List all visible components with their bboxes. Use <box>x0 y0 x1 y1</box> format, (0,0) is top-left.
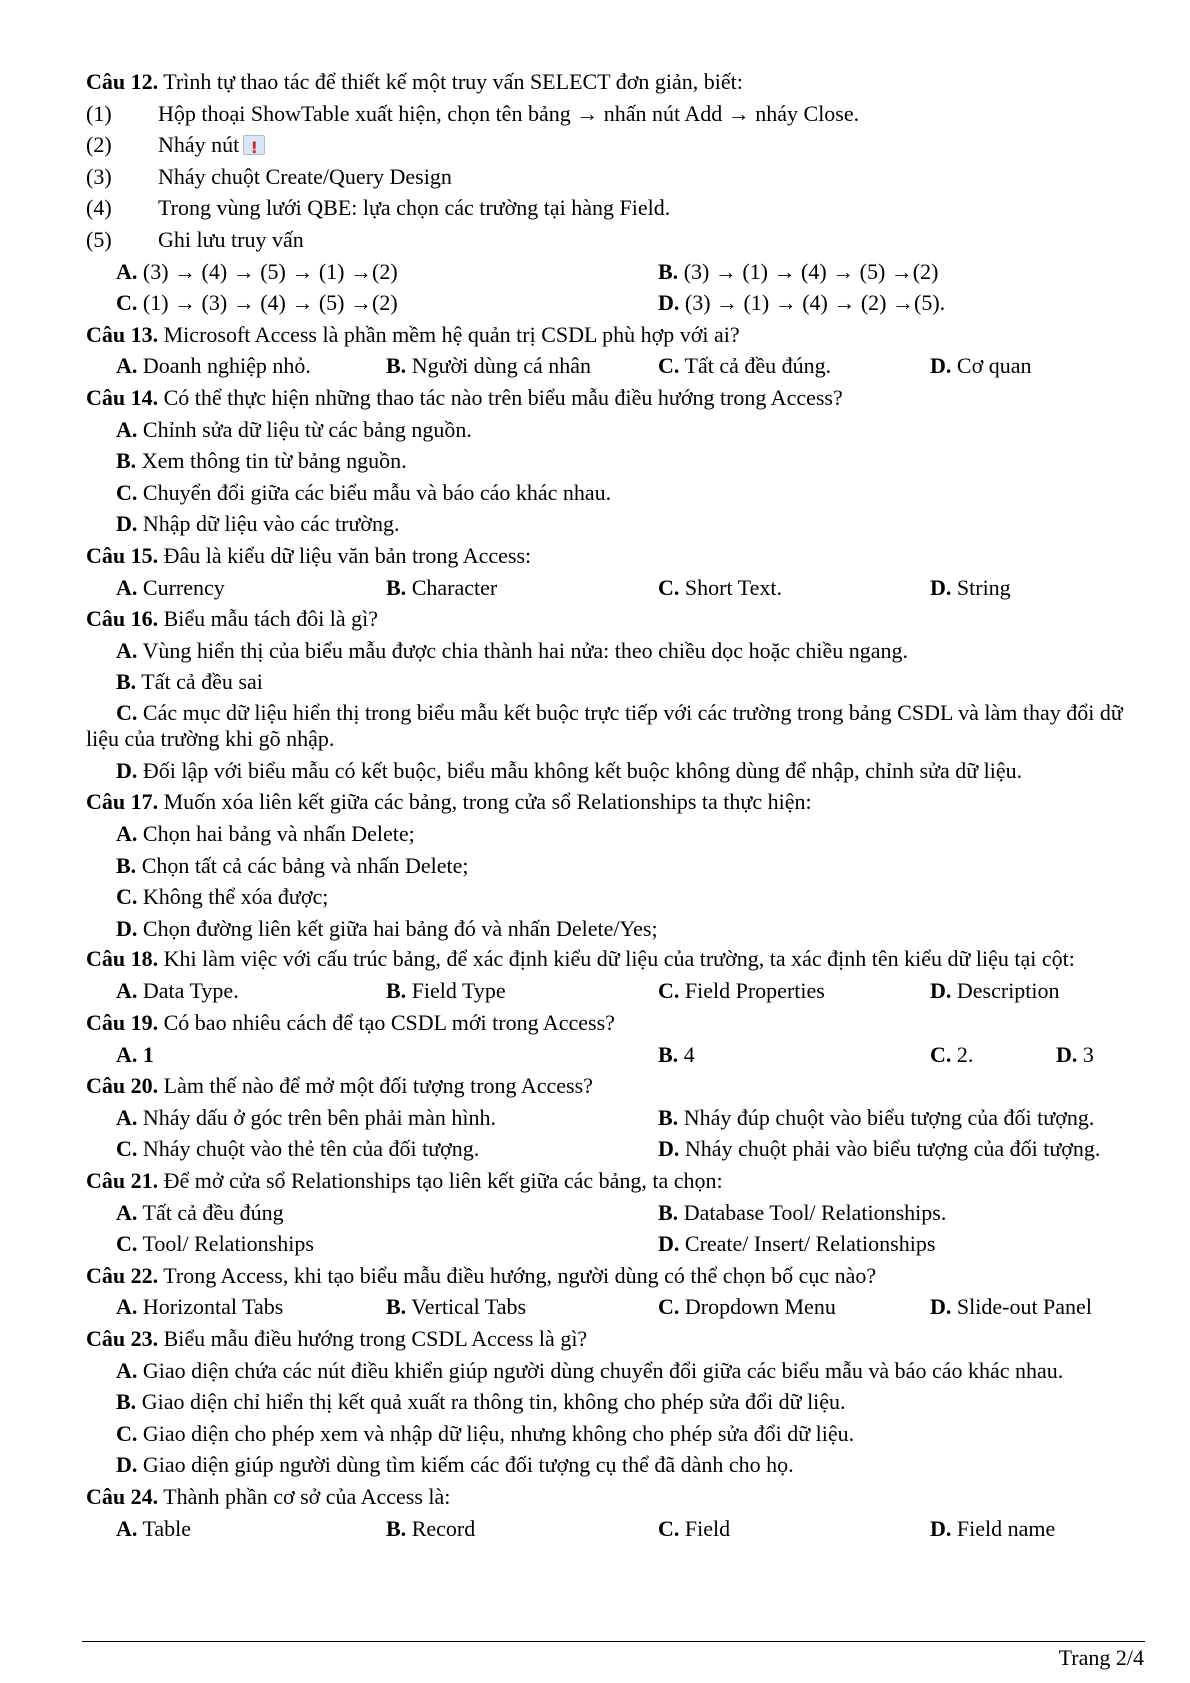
q17-option-b: B. Chọn tất cả các bảng và nhấn Delete; <box>116 852 469 878</box>
page-number: Trang 2/4 <box>1058 1645 1144 1670</box>
q13-options <box>86 350 1146 382</box>
q12-option-a: A. (3) → (4) → (5) → (1) →(2) <box>116 258 398 284</box>
q21-options-row-2 <box>86 1228 1146 1260</box>
q12-step-3: (3) Nháy chuột Create/Query Design <box>86 163 452 189</box>
q24-option-c: C. Field <box>658 1515 731 1541</box>
q18-option-a: A. Data Type. <box>116 978 239 1004</box>
question-17: Câu 17. Muốn xóa liên kết giữa các bảng, trong cửa sổ Relationships ta thực hiện: <box>86 789 812 815</box>
q14-option-b: B. Xem thông tin từ bảng nguồn. <box>116 448 407 474</box>
q24-options <box>86 1513 1146 1545</box>
question-18: Câu 18. Khi làm việc với cấu trúc bảng, để xác định kiểu dữ liệu của trường, ta xác định tên kiểu dữ liệu tại cột: <box>86 946 1075 972</box>
q12-options-row-1 <box>86 256 1146 288</box>
q19-option-d: D. 3 <box>1056 1041 1094 1067</box>
q23-option-d: D. Giao diện giúp người dùng tìm kiếm các đối tượng cụ thể đã dành cho họ. <box>116 1452 794 1478</box>
q23-option-a: A. Giao diện chứa các nút điều khiển giúp người dùng chuyển đổi giữa các biểu mẫu và báo cáo khác nhau. <box>116 1357 1064 1383</box>
q17-option-a: A. Chọn hai bảng và nhấn Delete; <box>116 821 415 847</box>
q22-options <box>86 1291 1146 1323</box>
q24-option-b: B. Record <box>386 1515 476 1541</box>
q16-option-d: D. Đối lập với biểu mẫu có kết buộc, biểu mẫu không kết buộc không dùng để nhập, chỉnh sửa dữ liệu. <box>116 757 1023 783</box>
q13-option-a: A. Doanh nghiệp nhỏ. <box>116 353 311 379</box>
q16-option-b: B. Tất cả đều sai <box>116 669 263 695</box>
q12-step-1: (1) Hộp thoại ShowTable xuất hiện, chọn tên bảng → nhấn nút Add → nháy Close. <box>86 100 860 126</box>
q12-option-b: B. (3) → (1) → (4) → (5) →(2) <box>658 258 939 284</box>
q23-option-c: C. Giao diện cho phép xem và nhập dữ liệu, nhưng không cho phép sửa đổi dữ liệu. <box>116 1420 855 1446</box>
q20-options-row-2 <box>86 1133 1146 1165</box>
q14-option-d: D. Nhập dữ liệu vào các trường. <box>116 511 400 537</box>
question-21: Câu 21. Để mở cửa sổ Relationships tạo liên kết giữa các bảng, ta chọn: <box>86 1168 723 1193</box>
question-24: Câu 24. Thành phần cơ sở của Access là: <box>86 1483 451 1509</box>
q19-options <box>86 1039 1146 1071</box>
question-22: Câu 22. Trong Access, khi tạo biểu mẫu điều hướng, người dùng có thể chọn bố cục nào? <box>86 1262 877 1288</box>
q18-option-c: C. Field Properties <box>658 978 825 1004</box>
q15-option-b: B. Character <box>386 574 498 600</box>
q20-options-row-1 <box>86 1102 1146 1134</box>
exam-page <box>86 66 1146 1544</box>
q12-step-2: (2) Nháy nút! <box>86 129 1146 161</box>
question-15: Câu 15. Đâu là kiểu dữ liệu văn bản trong Access: <box>86 542 532 568</box>
q24-option-a: A. Table <box>116 1515 192 1541</box>
q22-option-d: D. Slide-out Panel <box>930 1294 1092 1320</box>
q19-option-b: B. 4 <box>658 1041 695 1067</box>
q16-option-a: A. Vùng hiển thị của biểu mẫu được chia thành hai nửa: theo chiều dọc hoặc chiều ngang. <box>116 637 909 663</box>
q15-options <box>86 572 1146 604</box>
q22-option-b: B. Vertical Tabs <box>386 1294 527 1320</box>
q16-option-c: C. Các mục dữ liệu hiển thị trong biểu mẫu kết buộc trực tiếp với các trường trong bảng CSDL và làm thay đổi dữ liệu của trường khi gõ nhập. <box>86 699 1123 751</box>
footer-divider <box>82 1641 1145 1642</box>
q13-option-c: C. Tất cả đều đúng. <box>658 353 832 379</box>
q21-options-row-1 <box>86 1197 1146 1229</box>
q19-option-a: A. 1 <box>116 1041 154 1067</box>
q20-option-a: A. Nháy dấu ở góc trên bên phải màn hình. <box>116 1104 497 1130</box>
q24-option-d: D. Field name <box>930 1515 1056 1541</box>
question-13: Câu 13. Microsoft Access là phần mềm hệ quản trị CSDL phù hợp với ai? <box>86 321 740 347</box>
q20-option-c: C. Nháy chuột vào thẻ tên của đối tượng. <box>116 1136 480 1162</box>
q13-option-b: B. Người dùng cá nhân <box>386 353 592 379</box>
q12-options-row-2 <box>86 287 1146 319</box>
q21-option-d: D. Create/ Insert/ Relationships <box>658 1231 936 1257</box>
q12-option-c: C. (1) → (3) → (4) → (5) →(2) <box>116 290 398 316</box>
question-23: Câu 23. Biểu mẫu điều hướng trong CSDL Access là gì? <box>86 1325 588 1351</box>
question-14: Câu 14. Có thể thực hiện những thao tác nào trên biểu mẫu điều hướng trong Access? <box>86 384 843 410</box>
q21-option-b: B. Database Tool/ Relationships. <box>658 1199 947 1225</box>
q19-option-c: C. 2. <box>930 1041 974 1067</box>
question-19: Câu 19. Có bao nhiêu cách để tạo CSDL mới trong Access? <box>86 1010 615 1036</box>
q21-option-c: C. Tool/ Relationships <box>116 1231 314 1257</box>
q14-option-c: C. Chuyển đổi giữa các biểu mẫu và báo cáo khác nhau. <box>116 479 612 505</box>
q14-option-a: A. Chỉnh sửa dữ liệu từ các bảng nguồn. <box>116 416 472 442</box>
q22-option-a: A. Horizontal Tabs <box>116 1294 284 1320</box>
q15-option-a: A. Currency <box>116 574 225 600</box>
q18-option-d: D. Description <box>930 978 1060 1004</box>
q17-option-c: C. Không thể xóa được; <box>116 884 329 910</box>
q22-option-c: C. Dropdown Menu <box>658 1294 836 1320</box>
q12-step-4: (4) Trong vùng lưới QBE: lựa chọn các trường tại hàng Field. <box>86 195 671 221</box>
q18-option-b: B. Field Type <box>386 978 506 1004</box>
q13-option-d: D. Cơ quan <box>930 353 1032 379</box>
q15-option-d: D. String <box>930 574 1011 600</box>
q20-option-d: D. Nháy chuột phải vào biểu tượng của đối tượng. <box>658 1136 1101 1162</box>
run-query-icon <box>243 135 265 155</box>
q15-option-c: C. Short Text. <box>658 574 782 600</box>
q12-step-5: (5) Ghi lưu truy vấn <box>86 226 304 252</box>
q23-option-b: B. Giao diện chỉ hiển thị kết quả xuất ra thông tin, không cho phép sửa đổi dữ liệu. <box>116 1389 846 1415</box>
question-20: Câu 20. Làm thế nào để mở một đối tượng trong Access? <box>86 1073 593 1099</box>
q20-option-b: B. Nháy đúp chuột vào biểu tượng của đối tượng. <box>658 1104 1095 1130</box>
q12-option-d: D. (3) → (1) → (4) → (2) →(5). <box>658 290 946 316</box>
q17-option-d: D. Chọn đường liên kết giữa hai bảng đó và nhấn Delete/Yes; <box>116 915 658 941</box>
question-12: Câu 12. Trình tự thao tác để thiết kế một truy vấn SELECT đơn giản, biết: <box>86 69 743 94</box>
q18-options <box>86 975 1146 1007</box>
q21-option-a: A. Tất cả đều đúng <box>116 1199 284 1225</box>
question-16: Câu 16. Biểu mẫu tách đôi là gì? <box>86 606 379 632</box>
